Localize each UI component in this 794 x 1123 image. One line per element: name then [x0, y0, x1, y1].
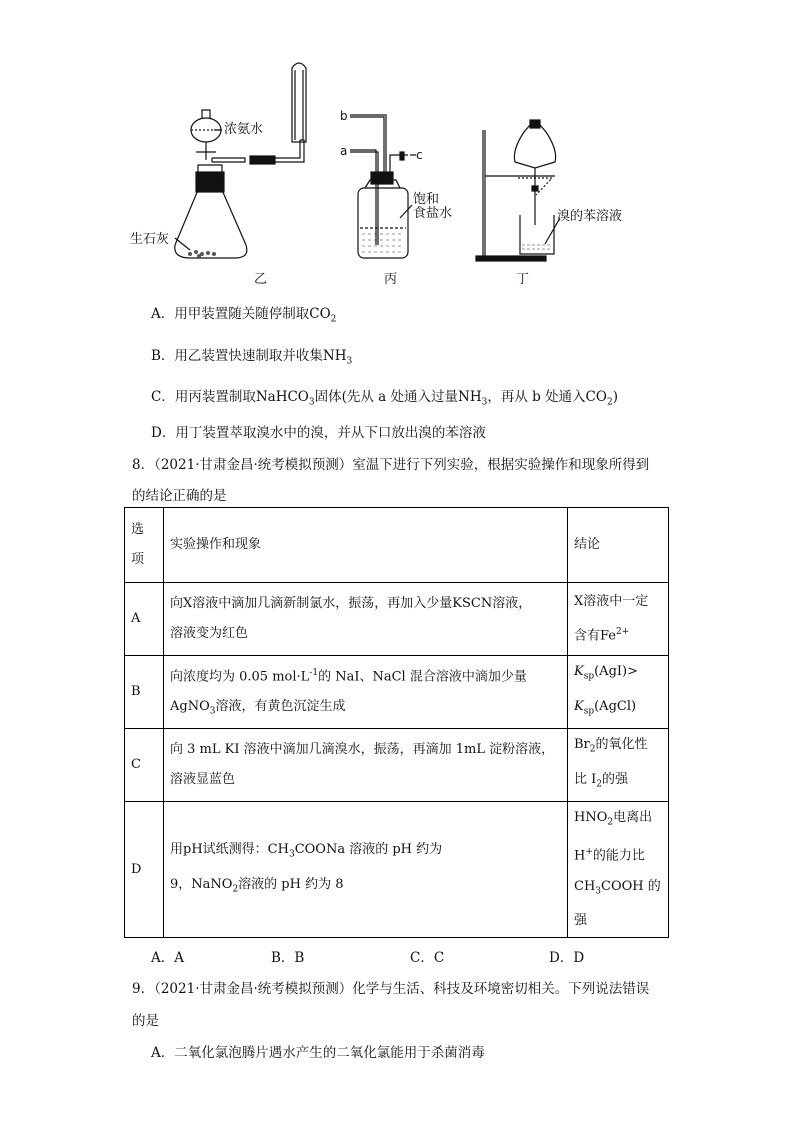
- q8-table: [124, 507, 669, 938]
- header-operation: 实验操作和现象: [164, 508, 568, 583]
- header-option: 选 项: [125, 508, 164, 583]
- row-operation: 用pH试纸测得：$CH_3COONa$ 溶液的 pH 约为 9，NaNO$_2$溶液的 pH 约为 8: [164, 802, 568, 938]
- q8-answer-d: D．D: [549, 950, 585, 966]
- table-row: [125, 729, 669, 802]
- label-port-c: c: [416, 148, 423, 162]
- q9-stem-line2: 的是: [132, 1013, 159, 1029]
- q7-option-d: D．用丁装置萃取溴水中的溴，并从下口放出溴的苯溶液: [151, 425, 486, 441]
- q8-answer-b: B．B: [271, 950, 305, 966]
- apparatus-bing: [350, 115, 416, 258]
- row-label: C: [125, 729, 164, 802]
- apparatus-figure: [120, 50, 640, 290]
- label-port-a: a: [340, 144, 348, 158]
- q9-stem-line1: 9．（2021·甘肃金昌·统考模拟预测）化学与生活、科技及环境密切相关。下列说法错误: [132, 981, 650, 997]
- label-saturated: 饱和: [413, 192, 440, 207]
- header-conclusion: 结论: [568, 508, 669, 583]
- q7-option-b: B．用乙装置快速制取并收集$NH_3$: [151, 348, 353, 367]
- row-operation: 向X溶液中滴加几滴新制氯水，振荡，再加入少量KSCN溶液， 溶液变为红色: [164, 583, 568, 656]
- row-operation: 向 3 mL KI 溶液中滴加几滴溴水，振荡，再滴加 1mL 淀粉溶液， 溶液显蓝色: [164, 729, 568, 802]
- apparatus-yi: [175, 63, 306, 258]
- label-bromobenzene: 溴的苯溶液: [557, 209, 623, 224]
- q7-option-a: A．用甲装置随关随停制取$CO_2$: [151, 306, 337, 325]
- row-conclusion: $Br_2$的氧化性 比 $I_2$的强: [568, 729, 669, 802]
- table-row: [125, 656, 669, 729]
- caption-bing: 丙: [384, 272, 398, 287]
- table-row: [125, 583, 669, 656]
- row-conclusion: $HNO_2$电离出 H+的能力比 $CH_3COOH$ 的 强: [568, 802, 669, 938]
- q7-option-c: C．用丙装置制取NaHCO$_3$固体(先从 a 处通入过量$NH_3$，再从 b 处通入$CO_2$): [151, 389, 618, 408]
- row-label: B: [125, 656, 164, 729]
- caption-yi: 乙: [254, 272, 268, 287]
- label-quicklime: 生石灰: [130, 232, 170, 247]
- table-header-row: [125, 508, 669, 583]
- label-port-b: b: [340, 109, 348, 123]
- row-label: D: [125, 802, 164, 938]
- table-row: [125, 802, 669, 938]
- label-ammonia: 浓氨水: [224, 122, 264, 137]
- row-label: A: [125, 583, 164, 656]
- q9-option-a: A．二氧化氯泡腾片遇水产生的二氧化氯能用于杀菌消毒: [151, 1045, 485, 1061]
- label-brine: 食盐水: [413, 206, 453, 221]
- apparatus-ding: [476, 120, 560, 261]
- row-conclusion: $K_{sp}(AgI)>$ $K_{sp}(AgCl)$: [568, 656, 669, 729]
- row-operation: 向浓度均为 0.05 $mol\cdot L^{-1}$的 NaI、NaCl 混合溶液中滴加少量 AgNO$_3$溶液，有黄色沉淀生成: [164, 656, 568, 729]
- q8-answer-c: C．C: [410, 950, 445, 966]
- q8-stem-line1: 8．（2021·甘肃金昌·统考模拟预测）室温下进行下列实验，根据实验操作和现象所得到: [132, 457, 650, 473]
- q8-stem-line2: 的结论正确的是: [132, 488, 227, 504]
- q8-answer-a: A．A: [151, 950, 184, 966]
- row-conclusion: X溶液中一定 含有$Fe^{2+}$: [568, 583, 669, 656]
- caption-ding: 丁: [516, 272, 530, 287]
